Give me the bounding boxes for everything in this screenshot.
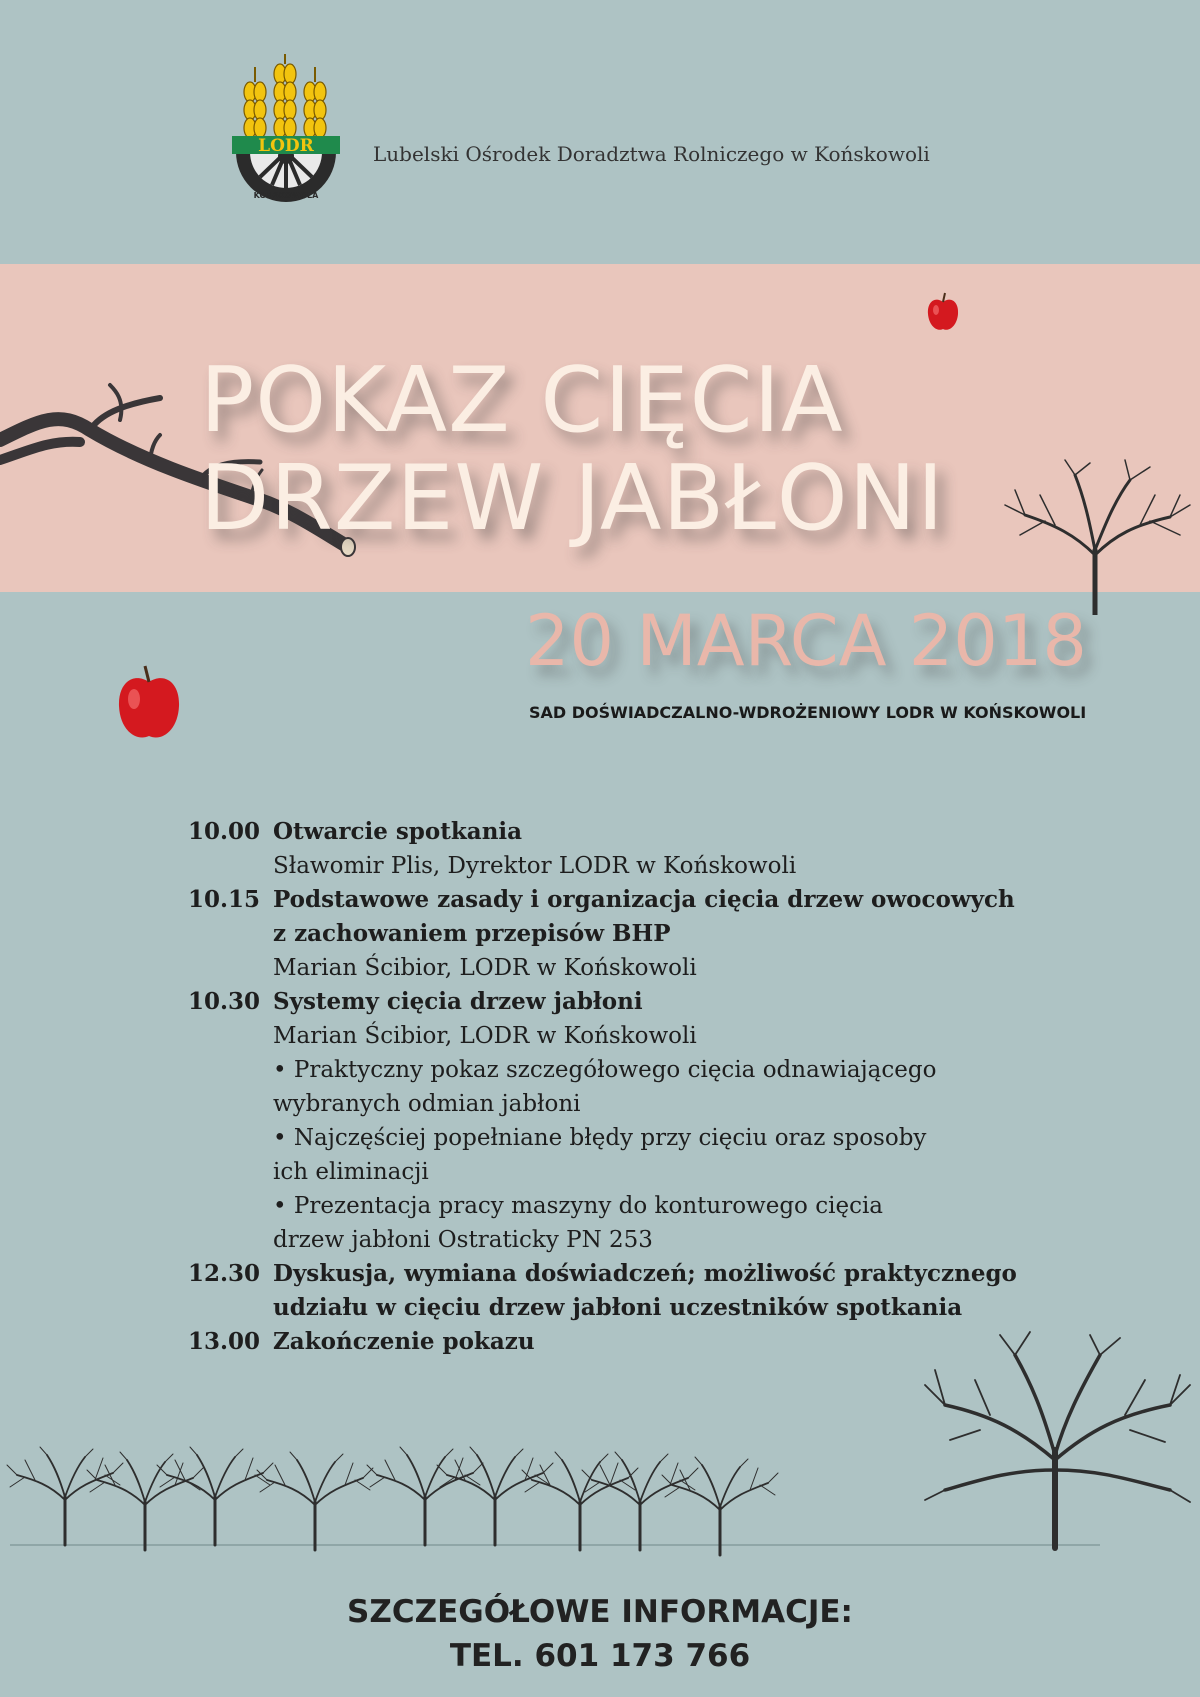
agenda-topic: Podstawowe zasady i organizacja cięcia drzew owocowych (273, 886, 1015, 913)
agenda-detail: Sławomir Plis, Dyrektor LODR w Końskowoli (273, 853, 797, 879)
agenda-time: 12.30 (188, 1260, 261, 1287)
logo-text: LODR (258, 136, 314, 156)
agenda-topic: z zachowaniem przepisów BHP (273, 920, 671, 947)
title-line-2: DRZEW JABŁONI (200, 446, 945, 551)
agenda-detail: Marian Ścibior, LODR w Końskowoli (273, 1023, 697, 1049)
agenda-bullet: • Najczęściej popełniane błędy przy cięciu oraz sposoby (273, 1125, 927, 1151)
apple-icon (925, 292, 961, 334)
organization-name: Lubelski Ośrodek Doradztwa Rolniczego w Końskowoli (373, 142, 930, 166)
wheat-icon (244, 54, 326, 138)
agenda-topic: Otwarcie spotkania (273, 818, 523, 845)
agenda-bullet: ich eliminacji (273, 1159, 429, 1185)
contact-phone: TEL. 601 173 766 (449, 1638, 751, 1674)
agenda (188, 815, 1088, 1359)
agenda-item (188, 1257, 1088, 1325)
agenda-item (188, 883, 1088, 985)
agenda-bullet: drzew jabłoni Ostraticky PN 253 (273, 1227, 653, 1253)
contact-heading: SZCZEGÓŁOWE INFORMACJE: (347, 1594, 853, 1630)
agenda-time: 10.00 (188, 818, 261, 845)
orchard-illustration (0, 1330, 1200, 1560)
event-venue: SAD DOŚWIADCZALNO-WDROŻENIOWY LODR W KOŃSKOWOLI (529, 703, 1087, 722)
agenda-time: 10.15 (188, 886, 261, 913)
agenda-topic: udziału w cięciu drzew jabłoni uczestników spotkania (273, 1294, 963, 1321)
agenda-bullet: • Prezentacja pracy maszyny do konturowego cięcia (273, 1193, 884, 1219)
logo-ring-text: KOŃSKOWOLA (253, 191, 319, 200)
agenda-topic: Systemy cięcia drzew jabłoni (273, 988, 643, 1015)
tree-illustration (995, 455, 1195, 615)
agenda-bullet: • Praktyczny pokaz szczegółowego cięcia odnawiającego (273, 1057, 937, 1083)
agenda-detail: Marian Ścibior, LODR w Końskowoli (273, 955, 697, 981)
event-title (200, 348, 1100, 551)
agenda-topic: Zakończenie pokazu (273, 1328, 535, 1355)
contact-footer (0, 1590, 1200, 1678)
apple-icon (114, 664, 184, 746)
agenda-bullet: wybranych odmian jabłoni (273, 1091, 581, 1117)
agenda-item (188, 985, 1088, 1257)
lodr-logo (230, 52, 342, 202)
agenda-time: 10.30 (188, 988, 261, 1015)
agenda-time: 13.00 (188, 1328, 261, 1355)
title-line-1: POKAZ CIĘCIA (200, 348, 844, 453)
agenda-topic: Dyskusja, wymiana doświadczeń; możliwość praktycznego (273, 1260, 1017, 1287)
event-date: 20 MARCA 2018 (525, 600, 1087, 682)
agenda-item (188, 815, 1088, 883)
